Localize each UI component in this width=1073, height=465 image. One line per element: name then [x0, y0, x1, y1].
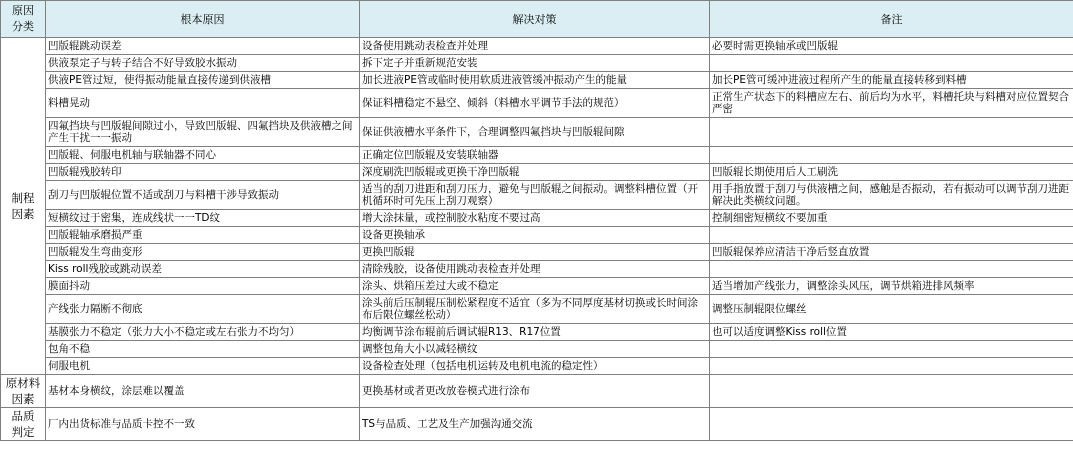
cause-cell: 短横纹过于密集，连成线状一一TD纹: [46, 210, 360, 227]
solution-cell: 涂头前后压制辊压制松紧程度不适宜（多为不同厚度基材切换或长时间涂布后限位螺丝松动）: [360, 295, 710, 324]
header-root-cause: 根本原因: [46, 1, 360, 38]
note-cell: [710, 358, 1073, 375]
cause-cell: 供液泵定子与转子结合不好导致胶水振动: [46, 55, 360, 72]
note-cell: [710, 118, 1073, 147]
note-cell: 凹版辊长期使用后人工刷洗: [710, 164, 1073, 181]
table-row: [1, 295, 1073, 324]
table-row: [1, 72, 1073, 89]
table-row: [1, 375, 1073, 408]
cause-cell: Kiss roll残胶或跳动误差: [46, 261, 360, 278]
solution-cell: TS与品质、工艺及生产加强沟通交流: [360, 408, 710, 441]
cause-cell: 产线张力隔断不彻底: [46, 295, 360, 324]
cause-cell: 四氟挡块与凹版辊间隙过小，导致凹版辊、四氟挡块及供液槽之间产生干扰一一振动: [46, 118, 360, 147]
cause-cell: 伺服电机: [46, 358, 360, 375]
cause-cell: 凹版辊跳动误差: [46, 38, 360, 55]
note-cell: 凹版辊保养应清洁干净后竖直放置: [710, 244, 1073, 261]
header-row: [1, 1, 1073, 38]
cause-cell: 刮刀与凹版辊位置不适或刮刀与料槽干涉导致振动: [46, 181, 360, 210]
category-cell-quality: 品质 判定: [1, 408, 46, 441]
table-row: [1, 118, 1073, 147]
table-row: [1, 278, 1073, 295]
solution-cell: 清除残胶，设备使用跳动表检查并处理: [360, 261, 710, 278]
category-cell-process: 制程 因素: [1, 38, 46, 375]
note-cell: [710, 375, 1073, 408]
note-cell: 用手指放置于刮刀与供液槽之间，感触是否振动，若有振动可以调节刮刀进距解决此类横纹问题。: [710, 181, 1073, 210]
cause-cell: 膜面抖动: [46, 278, 360, 295]
note-cell: [710, 55, 1073, 72]
solution-cell: 更换基材或者更改放卷模式进行涂布: [360, 375, 710, 408]
cause-cell: 凹版辊轴承磨损严重: [46, 227, 360, 244]
solution-cell: 拆下定子并重新规范安装: [360, 55, 710, 72]
table-row: [1, 244, 1073, 261]
solution-cell: 设备更换轴承: [360, 227, 710, 244]
table-row: [1, 38, 1073, 55]
note-cell: [710, 227, 1073, 244]
cause-cell: 料槽晃动: [46, 89, 360, 118]
note-cell: 必要时需更换轴承或凹版辊: [710, 38, 1073, 55]
solution-cell: 调整包角大小以减轻横纹: [360, 341, 710, 358]
header-remarks: 备注: [710, 1, 1073, 38]
solution-cell: 涂头、烘箱压差过大或不稳定: [360, 278, 710, 295]
table-row: [1, 55, 1073, 72]
cause-cell: 凹版辊发生弯曲变形: [46, 244, 360, 261]
cause-cell: 基材本身横纹，涂层难以覆盖: [46, 375, 360, 408]
table-row: [1, 324, 1073, 341]
note-cell: 控制细密短横纹不要加重: [710, 210, 1073, 227]
category-cell-material: 原材料 因素: [1, 375, 46, 408]
table-row: [1, 210, 1073, 227]
note-cell: 正常生产状态下的料槽应左右、前后均为水平，料槽托块与料槽对应位置契合严密: [710, 89, 1073, 118]
note-cell: 加长PE管可缓冲进液过程所产生的能量直接转移到料槽: [710, 72, 1073, 89]
table-row: [1, 408, 1073, 441]
note-cell: [710, 147, 1073, 164]
note-cell: [710, 408, 1073, 441]
note-cell: [710, 261, 1073, 278]
solution-cell: 保证供液槽水平条件下，合理调整四氟挡块与凹版辊间隙: [360, 118, 710, 147]
header-category: 原因 分类: [1, 1, 46, 38]
table-row: [1, 358, 1073, 375]
solution-cell: 加长进液PE管或临时使用软质进液管缓冲振动产生的能量: [360, 72, 710, 89]
note-cell: 也可以适度调整Kiss roll位置: [710, 324, 1073, 341]
solution-cell: 设备检查处理（包括电机运转及电机电流的稳定性）: [360, 358, 710, 375]
solution-cell: 适当的刮刀进距和刮刀压力，避免与凹版辊之间振动。调整料槽位置（开机循环时可先压上刮刀观察）: [360, 181, 710, 210]
cause-cell: 供液PE管过短，使得振动能量直接传递到供液槽: [46, 72, 360, 89]
note-cell: [710, 341, 1073, 358]
cause-cell: 包角不稳: [46, 341, 360, 358]
note-cell: 调整压制辊限位螺丝: [710, 295, 1073, 324]
header-solution: 解决对策: [360, 1, 710, 38]
note-cell: 适当增加产线张力，调整涂头风压，调节烘箱进排风频率: [710, 278, 1073, 295]
table-row: [1, 181, 1073, 210]
solution-cell: 均衡调节涂布辊前后调试辊R13、R17位置: [360, 324, 710, 341]
solution-cell: 保证料槽稳定不悬空、倾斜（料槽水平调节手法的规范）: [360, 89, 710, 118]
solution-cell: 更换凹版辊: [360, 244, 710, 261]
table-row: [1, 89, 1073, 118]
solution-cell: 增大涂抹量，或控制胶水粘度不要过高: [360, 210, 710, 227]
solution-cell: 深度刷洗凹版辊或更换干净凹版辊: [360, 164, 710, 181]
solution-cell: 设备使用跳动表检查并处理: [360, 38, 710, 55]
cause-cell: 基膜张力不稳定（张力大小不稳定或左右张力不均匀）: [46, 324, 360, 341]
cause-cell: 凹版辊、伺服电机轴与联轴器不同心: [46, 147, 360, 164]
table-row: [1, 227, 1073, 244]
table-row: [1, 164, 1073, 181]
table-row: [1, 341, 1073, 358]
table-row: [1, 261, 1073, 278]
solution-cell: 正确定位凹版辊及安装联轴器: [360, 147, 710, 164]
cause-cell: 凹版辊残胶转印: [46, 164, 360, 181]
table-row: [1, 147, 1073, 164]
cause-cell: 厂内出货标准与品质卡控不一致: [46, 408, 360, 441]
